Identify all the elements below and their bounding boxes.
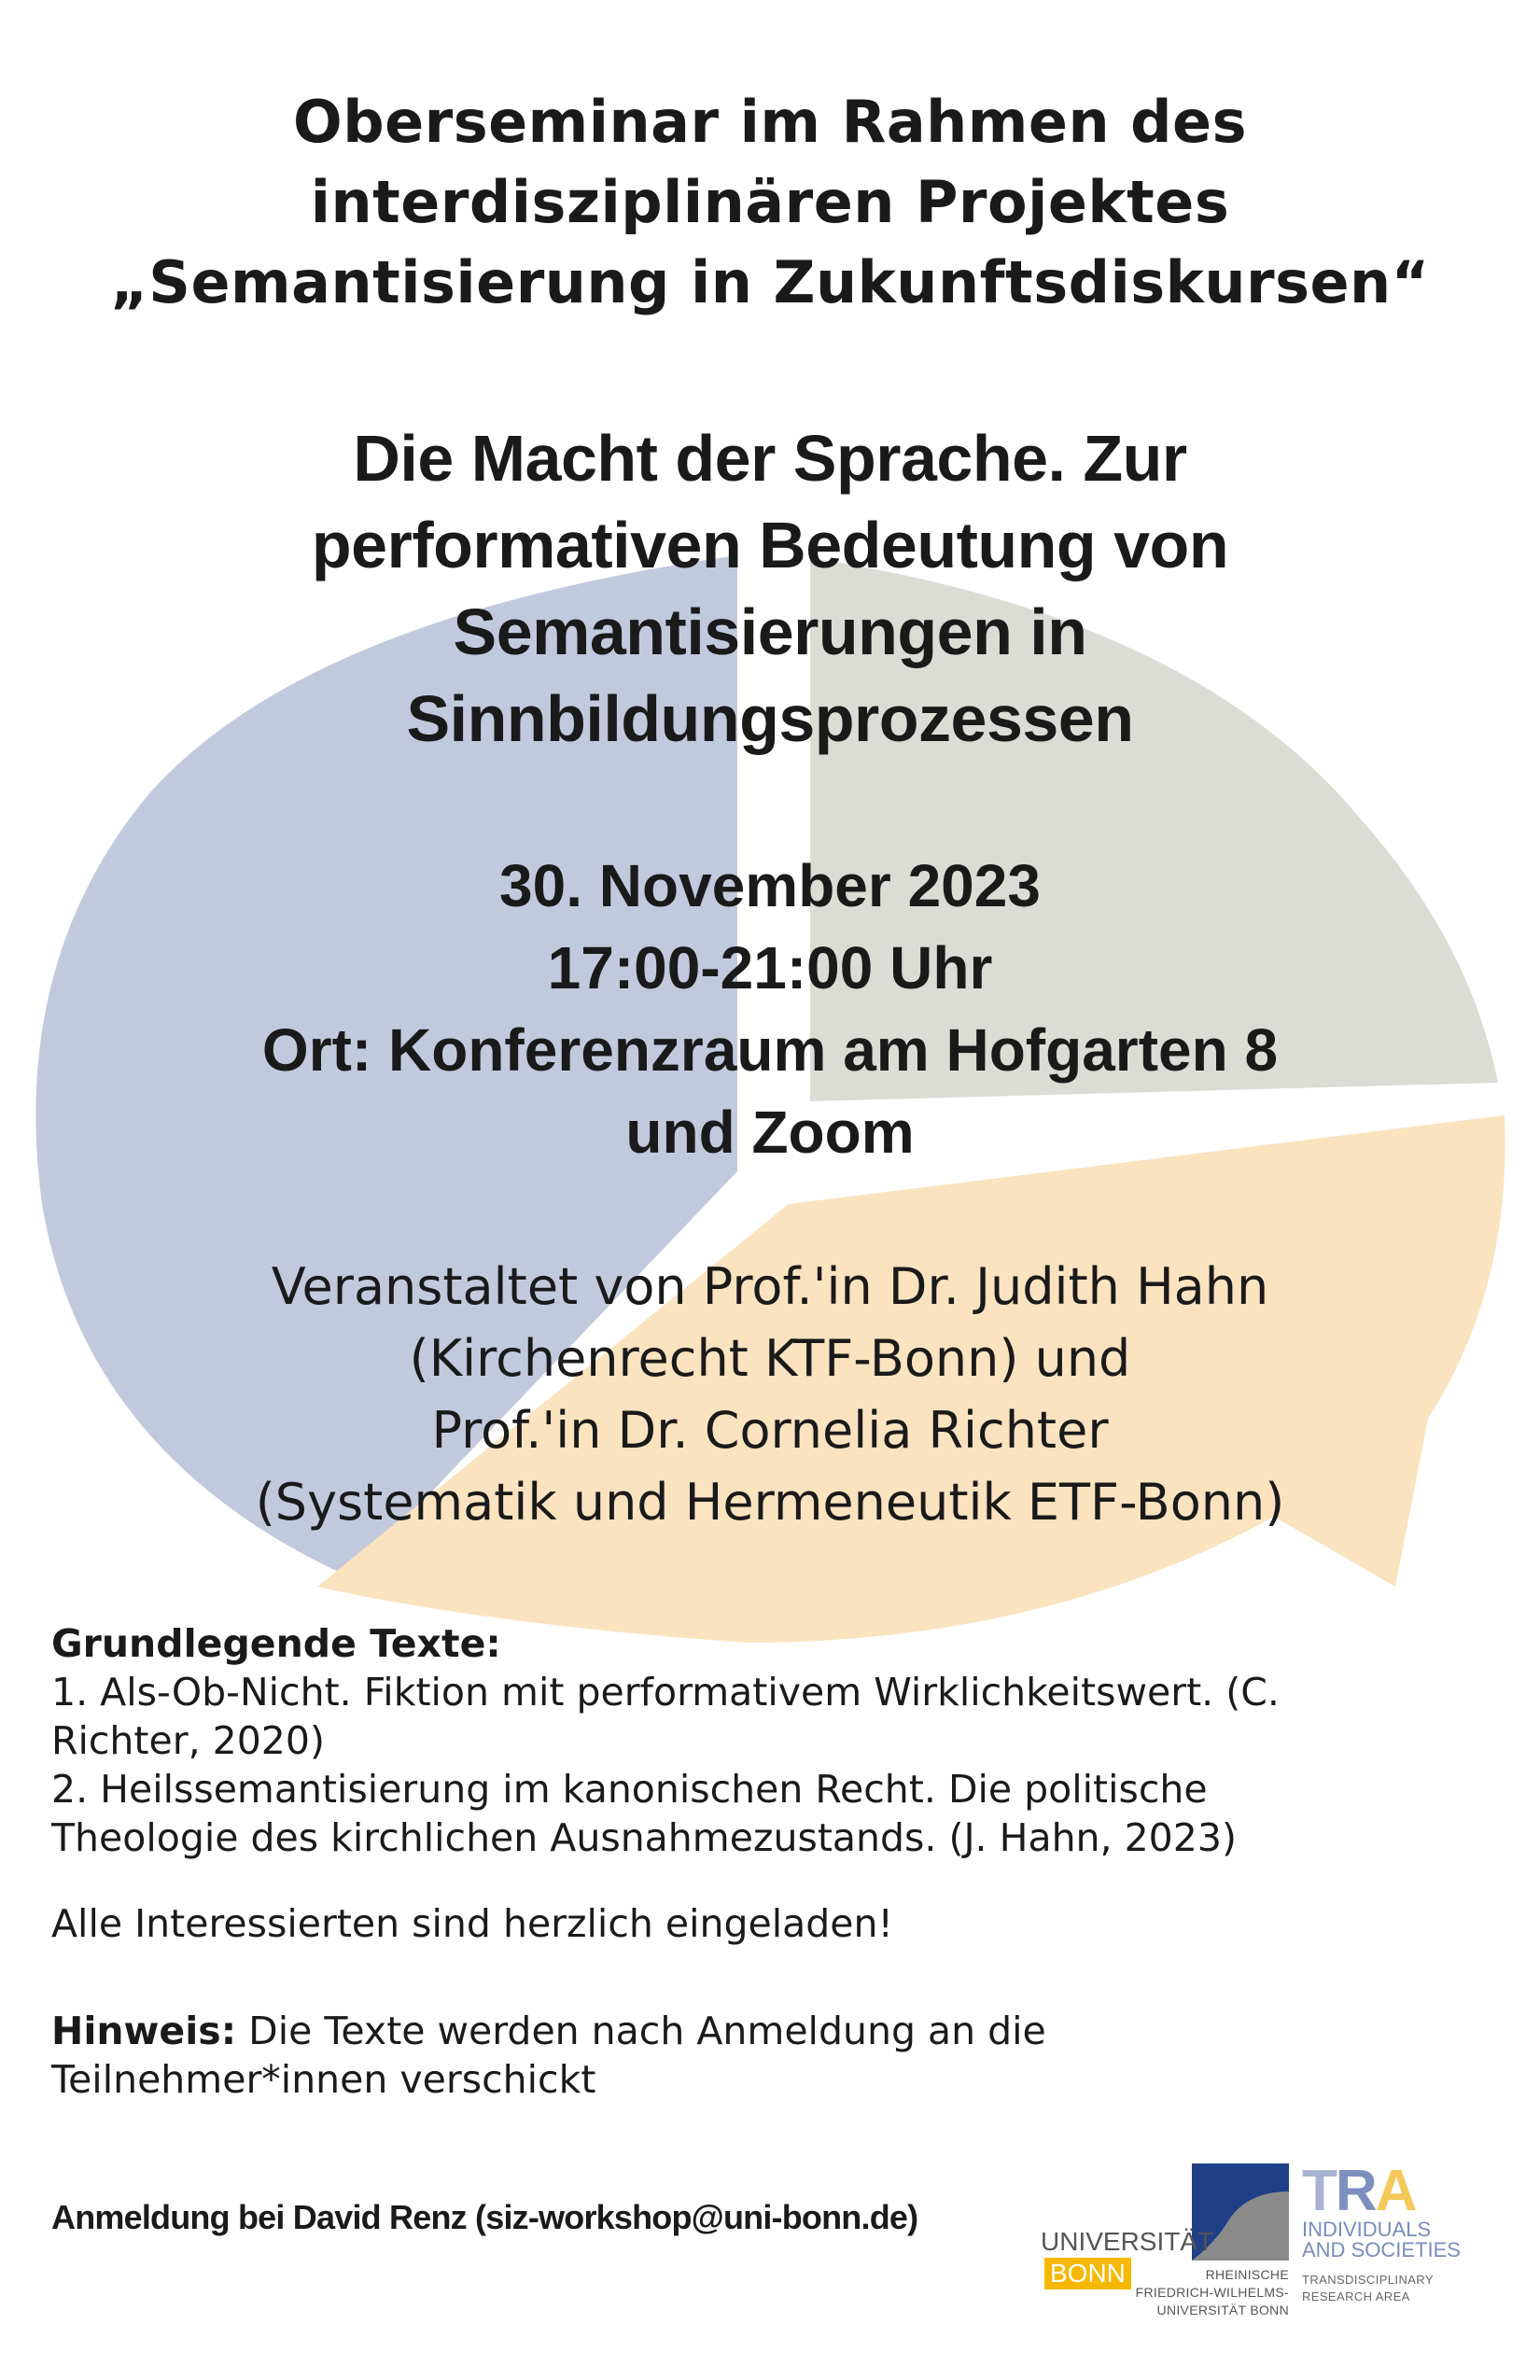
tra-a: A [1375,2159,1416,2223]
header-line-2: interdisziplinären Projektes [310,168,1230,236]
seminar-header [0,82,1540,323]
title-line-4: Sinnbildungsprozessen [406,682,1134,755]
title-line-1: Die Macht der Sprache. Zur [353,422,1187,495]
tra-sub-1: INDIVIDUALS [1302,2218,1432,2241]
tra-t: T [1302,2159,1336,2223]
uni-subtitle [1136,2266,1289,2319]
uni-word: UNIVERSITÄT [1041,2227,1214,2256]
uni-sub-3: UNIVERSITÄT BONN [1156,2303,1289,2317]
organizer-line-1: Veranstaltet von Prof.'in Dr. Judith Hahn [271,1257,1269,1316]
reading-list-heading: Grundlegende Texte: [51,1621,501,1666]
tra-area-1: TRANSDISCIPLINARY [1302,2273,1434,2287]
reading-item-2: 2. Heilssemantisierung im kanonischen Recht. Die politische [51,1767,1208,1812]
organizer-line-3: Prof.'in Dr. Cornelia Richter [431,1401,1109,1460]
note [51,2007,1507,2104]
organizers [0,1251,1540,1538]
reading-item-1: 1. Als-Ob-Nicht. Fiktion mit performativem Wirklichkeitswert. (C. [51,1670,1280,1715]
tra-subtitle [1302,2219,1526,2261]
event-time: 17:00-21:00 Uhr [547,934,993,1001]
event-details [0,845,1540,1173]
note-text: Die Texte werden nach Anmeldung an die [236,2009,1046,2053]
uni-sub-1: RHEINISCHE [1205,2267,1289,2282]
tra-area-2: RESEARCH AREA [1302,2289,1410,2303]
event-location: Ort: Konferenzraum am Hofgarten 8 [261,1016,1279,1084]
reading-item-2-cont: Theologie des kirchlichen Ausnahmezustands. (J. Hahn, 2023) [51,1815,1237,1860]
tra-wordmark [1302,2159,1526,2223]
header-line-3: „Semantisierung in Zukunftsdiskursen“ [110,248,1430,316]
tra-logo [1302,2159,1526,2331]
registration-contact: Anmeldung bei David Renz (siz-workshop@uni-bonn.de) [51,2198,918,2236]
uni-bonn-word: BONN [1044,2258,1131,2289]
invitation-text: Alle Interessierten sind herzlich eingeladen! [51,1901,893,1946]
title-line-3: Semantisierungen in [453,595,1087,668]
note-label: Hinweis: [51,2009,237,2053]
organizer-line-4: (Systematik und Hermeneutik ETF-Bonn) [255,1473,1285,1532]
organizer-line-2: (Kirchenrecht KTF-Bonn) und [409,1329,1131,1388]
event-title [0,415,1540,763]
uni-sub-2: FRIEDRICH-WILHELMS- [1135,2285,1289,2300]
tra-area [1302,2272,1526,2305]
tra-r: R [1335,2159,1376,2223]
title-line-2: performativen Bedeutung von [311,509,1229,581]
tra-sub-2: AND SOCIETIES [1302,2238,1461,2261]
uni-bonn-logo [1041,2163,1293,2331]
reading-item-1-cont: Richter, 2020) [51,1718,325,1763]
header-line-1: Oberseminar im Rahmen des [292,88,1248,156]
reading-list [51,1619,1507,1862]
event-location-2: und Zoom [625,1099,915,1166]
note-text-2: Teilnehmer*innen verschickt [51,2057,596,2102]
event-date: 30. November 2023 [499,852,1041,919]
